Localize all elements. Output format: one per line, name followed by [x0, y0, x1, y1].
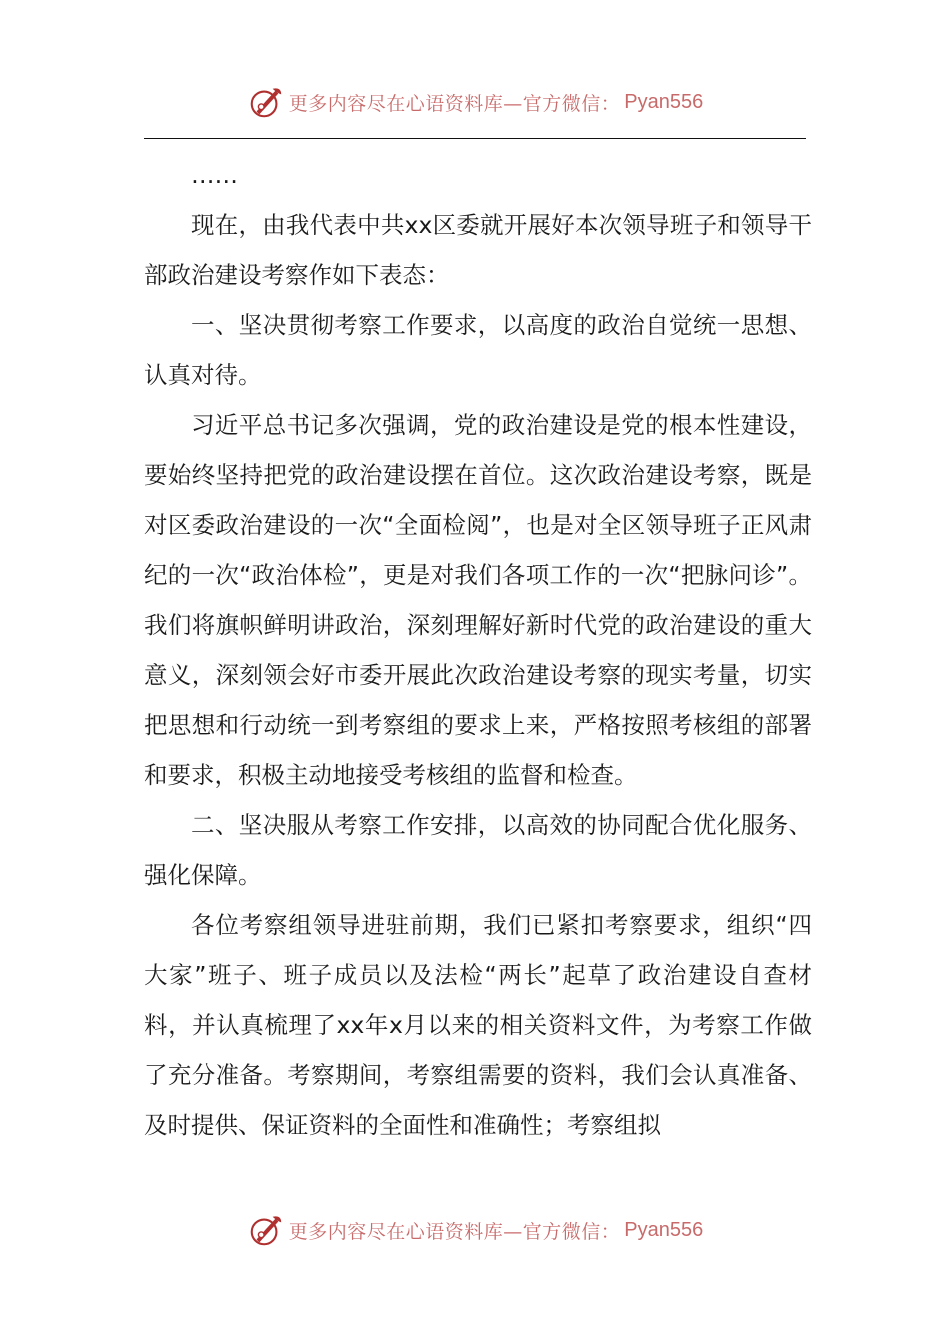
paragraph-intro: 现在，由我代表中共xx区委就开展好本次领导班子和领导干部政治建设考察作如下表态： [144, 211, 812, 289]
document-body [144, 150, 812, 1150]
header-banner-text: 更多内容尽在心语资料库—官方微信： [288, 92, 621, 115]
paragraph-section-1: 习近平总书记多次强调，党的政治建设是党的根本性建设，要始终坚持把党的政治建设摆在首位。这次政治建设考察，既是对区委政治建设的一次“全面检阅”，也是对全区领导班子正风肃纪的一次“政治体检”，更是对我们各项工作的一次“把脉问诊”。我们将旗帜鲜明讲政治，深刻理解好新时代党的政治建设的重大意义，深刻领会好市委开展此次政治建设考察的现实考量，切实把思想和行动统一到考察组的要求上来，严格按照考核组的部署和要求，积极主动地接受考核组的监督和检查。 [144, 411, 812, 789]
header-divider [144, 138, 806, 139]
paragraph-ellipsis: …… [191, 161, 238, 189]
quill-pen-logo-icon [247, 1211, 285, 1249]
section-heading-1: 一、坚决贯彻考察工作要求，以高度的政治自觉统一思想、认真对待。 [144, 311, 812, 389]
footer-banner-text: 更多内容尽在心语资料库—官方微信： [288, 1220, 621, 1243]
quill-pen-logo-icon [247, 83, 285, 121]
footer-banner [0, 1210, 950, 1250]
footer-wechat-id: Pyan556 [624, 1218, 704, 1241]
section-heading-2: 二、坚决服从考察工作安排，以高效的协同配合优化服务、强化保障。 [144, 811, 812, 889]
paragraph-section-2: 各位考察组领导进驻前期，我们已紧扣考察要求，组织“四大家”班子、班子成员以及法检“两长”起草了政治建设自查材料，并认真梳理了xx年x月以来的相关资料文件，为考察工作做了充分准备。考察期间，考察组需要的资料，我们会认真准备、及时提供、保证资料的全面性和准确性；考察组拟 [144, 911, 812, 1139]
header-banner [0, 82, 950, 122]
header-wechat-id: Pyan556 [624, 90, 704, 113]
